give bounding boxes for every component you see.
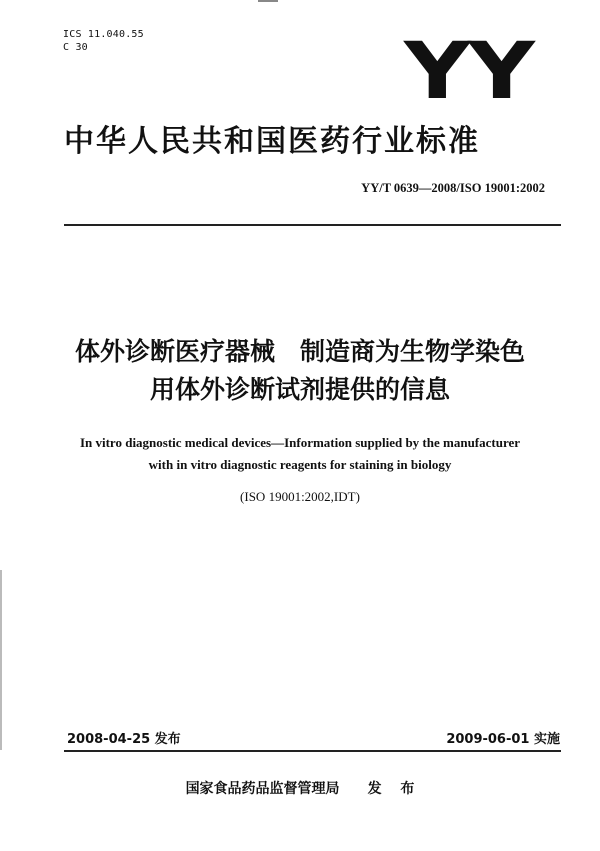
publisher-action: 发 布 bbox=[367, 781, 415, 797]
ccs-code: C 30 bbox=[63, 42, 88, 53]
standard-logo: YY bbox=[404, 27, 533, 117]
ics-code: ICS 11.040.55 bbox=[63, 29, 144, 40]
standard-number: YY/T 0639—2008/ISO 19001:2002 bbox=[361, 181, 545, 195]
publisher-name: 国家食品药品监督管理局 bbox=[185, 781, 340, 797]
publisher-line bbox=[0, 778, 600, 798]
title-english bbox=[0, 432, 600, 476]
adoption-note: (ISO 19001:2002,IDT) bbox=[240, 489, 360, 504]
title-chinese bbox=[0, 333, 600, 409]
footer-divider bbox=[64, 750, 561, 752]
header-divider bbox=[64, 224, 561, 226]
scan-artifact bbox=[258, 0, 278, 2]
organization-title: 中华人民共和国医药行业标准 bbox=[64, 124, 480, 159]
issue-date: 2008-04-25 发布 bbox=[67, 732, 181, 747]
title-chinese-line1: 体外诊断医疗器械 制造商为生物学染色 bbox=[74, 337, 525, 366]
implement-date: 2009-06-01 实施 bbox=[446, 732, 560, 747]
ics-classification bbox=[63, 28, 144, 54]
title-chinese-line2: 用体外诊断试剂提供的信息 bbox=[149, 375, 450, 404]
page-edge-shadow bbox=[0, 570, 2, 750]
title-english-line1: In vitro diagnostic medical devices—Information supplied by the manufacturer bbox=[79, 435, 521, 450]
title-english-line2: with in vitro diagnostic reagents for staining in biology bbox=[148, 457, 452, 472]
